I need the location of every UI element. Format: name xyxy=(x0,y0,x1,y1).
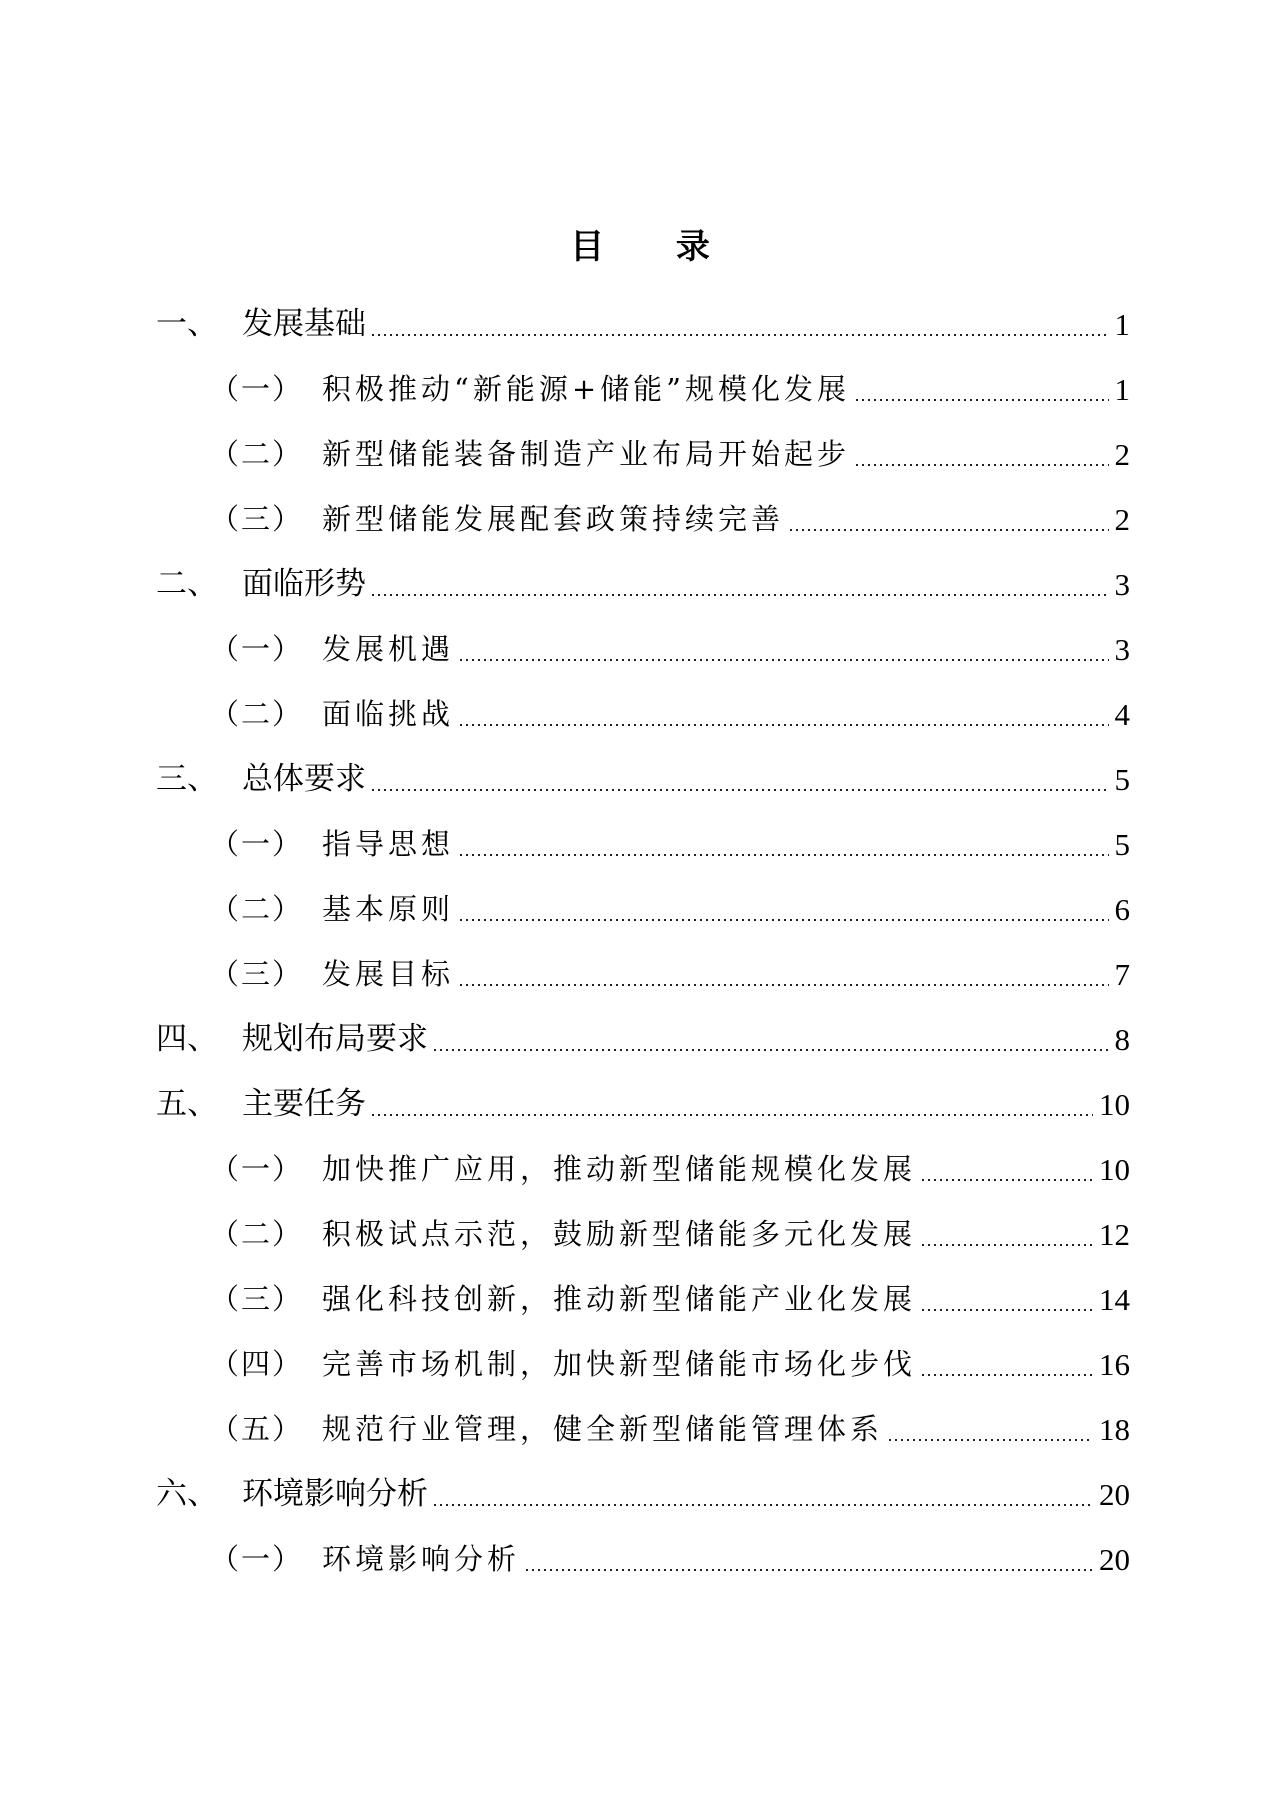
toc-entry-page: 5 xyxy=(1114,762,1130,797)
toc-entry-number: （三） xyxy=(210,1282,304,1316)
toc-entry-title: 发展基础 xyxy=(242,306,366,342)
toc-entry-title: 发展目标 xyxy=(322,957,455,991)
toc-entry-title: 新型储能装备制造产业布局开始起步 xyxy=(322,437,851,471)
toc-entry[interactable] xyxy=(0,286,1280,351)
toc-entry-title: 环境影响分析 xyxy=(242,1476,428,1512)
toc-dot-leader xyxy=(920,1178,1093,1182)
table-of-contents xyxy=(0,286,1280,1586)
toc-entry[interactable] xyxy=(0,351,1280,416)
toc-dot-leader xyxy=(370,593,1109,597)
toc-entry-number: （一） xyxy=(210,827,304,861)
toc-entry-title: 面临挑战 xyxy=(322,697,455,731)
toc-dot-leader xyxy=(370,333,1109,337)
toc-entry-page: 12 xyxy=(1099,1217,1130,1252)
toc-entry-title: 环境影响分析 xyxy=(322,1542,521,1576)
toc-entry-title: 规划布局要求 xyxy=(242,1021,428,1057)
toc-entry-page: 18 xyxy=(1099,1412,1130,1447)
toc-entry-page: 7 xyxy=(1114,957,1130,992)
toc-entry-number: 五、 xyxy=(156,1086,218,1122)
toc-dot-leader xyxy=(432,1048,1109,1052)
toc-entry[interactable] xyxy=(0,741,1280,806)
toc-entry[interactable] xyxy=(0,871,1280,936)
toc-entry[interactable] xyxy=(0,1196,1280,1261)
toc-entry[interactable] xyxy=(0,676,1280,741)
toc-dot-leader xyxy=(854,463,1108,467)
toc-title: 目 录 xyxy=(570,227,740,267)
toc-entry-number: （一） xyxy=(210,372,304,406)
toc-entry-number: （一） xyxy=(210,1542,304,1576)
toc-entry-number: （一） xyxy=(210,632,304,666)
toc-entry-page: 14 xyxy=(1099,1282,1130,1317)
toc-entry-title: 指导思想 xyxy=(322,827,455,861)
toc-entry-title: 积极推动“新能源+储能”规模化发展 xyxy=(322,372,850,406)
toc-entry[interactable] xyxy=(0,1261,1280,1326)
toc-entry[interactable] xyxy=(0,1521,1280,1586)
toc-entry-title: 完善市场机制，加快新型储能市场化步伐 xyxy=(322,1347,917,1381)
toc-entry-page: 16 xyxy=(1099,1347,1130,1382)
toc-dot-leader xyxy=(524,1568,1093,1572)
toc-dot-leader xyxy=(887,1438,1093,1442)
toc-entry-page: 2 xyxy=(1114,437,1130,472)
toc-entry[interactable] xyxy=(0,1391,1280,1456)
toc-entry-number: （四） xyxy=(210,1347,304,1381)
toc-entry[interactable] xyxy=(0,936,1280,1001)
toc-dot-leader xyxy=(458,918,1108,922)
toc-entry[interactable] xyxy=(0,416,1280,481)
toc-entry-title: 总体要求 xyxy=(242,761,366,797)
toc-entry-number: （一） xyxy=(210,1152,304,1186)
toc-entry-page: 1 xyxy=(1114,307,1130,342)
toc-entry-title: 加快推广应用，推动新型储能规模化发展 xyxy=(322,1152,917,1186)
toc-entry-page: 3 xyxy=(1114,632,1130,667)
toc-entry-number: （三） xyxy=(210,957,304,991)
toc-entry[interactable] xyxy=(0,611,1280,676)
toc-entry-page: 3 xyxy=(1114,567,1130,602)
toc-entry-number: 四、 xyxy=(156,1021,218,1057)
toc-entry-number: 三、 xyxy=(156,761,218,797)
toc-entry[interactable] xyxy=(0,1456,1280,1521)
toc-entry-page: 6 xyxy=(1114,892,1130,927)
toc-dot-leader xyxy=(432,1503,1093,1507)
toc-entry-number: （二） xyxy=(210,697,304,731)
toc-entry[interactable] xyxy=(0,546,1280,611)
toc-dot-leader xyxy=(458,853,1108,857)
toc-entry-page: 10 xyxy=(1099,1152,1130,1187)
toc-entry-page: 20 xyxy=(1099,1542,1130,1577)
toc-entry-title: 基本原则 xyxy=(322,892,455,926)
toc-entry-number: （三） xyxy=(210,502,304,536)
toc-entry-title: 面临形势 xyxy=(242,566,366,602)
toc-entry-page: 2 xyxy=(1114,502,1130,537)
toc-entry[interactable] xyxy=(0,806,1280,871)
toc-dot-leader xyxy=(458,658,1108,662)
toc-dot-leader xyxy=(920,1308,1093,1312)
toc-entry-title: 发展机遇 xyxy=(322,632,455,666)
toc-entry-title: 强化科技创新，推动新型储能产业化发展 xyxy=(322,1282,917,1316)
toc-entry-page: 4 xyxy=(1114,697,1130,732)
toc-entry[interactable] xyxy=(0,1131,1280,1196)
toc-entry-number: （二） xyxy=(210,892,304,926)
toc-dot-leader xyxy=(854,398,1109,402)
toc-entry[interactable] xyxy=(0,1326,1280,1391)
toc-dot-leader xyxy=(788,528,1108,532)
toc-dot-leader xyxy=(458,723,1108,727)
toc-entry-page: 20 xyxy=(1099,1477,1130,1512)
toc-entry[interactable] xyxy=(0,1001,1280,1066)
toc-dot-leader xyxy=(920,1243,1093,1247)
toc-entry-number: 一、 xyxy=(156,306,218,342)
toc-entry-number: （二） xyxy=(210,1217,304,1251)
toc-entry[interactable] xyxy=(0,481,1280,546)
toc-entry-number: （二） xyxy=(210,437,304,471)
toc-entry-title: 主要任务 xyxy=(242,1086,366,1122)
toc-dot-leader xyxy=(458,983,1108,987)
toc-entry-number: 六、 xyxy=(156,1476,218,1512)
toc-entry-page: 10 xyxy=(1099,1087,1130,1122)
toc-entry[interactable] xyxy=(0,1066,1280,1131)
toc-entry-page: 8 xyxy=(1114,1022,1130,1057)
toc-entry-page: 5 xyxy=(1114,827,1130,862)
toc-entry-page: 1 xyxy=(1114,372,1130,407)
toc-dot-leader xyxy=(370,788,1109,792)
toc-entry-number: 二、 xyxy=(156,566,218,602)
toc-entry-title: 积极试点示范，鼓励新型储能多元化发展 xyxy=(322,1217,917,1251)
toc-dot-leader xyxy=(920,1373,1093,1377)
toc-entry-title: 规范行业管理，健全新型储能管理体系 xyxy=(322,1412,884,1446)
toc-entry-title: 新型储能发展配套政策持续完善 xyxy=(322,502,785,536)
toc-entry-number: （五） xyxy=(210,1412,304,1446)
toc-dot-leader xyxy=(370,1113,1093,1117)
